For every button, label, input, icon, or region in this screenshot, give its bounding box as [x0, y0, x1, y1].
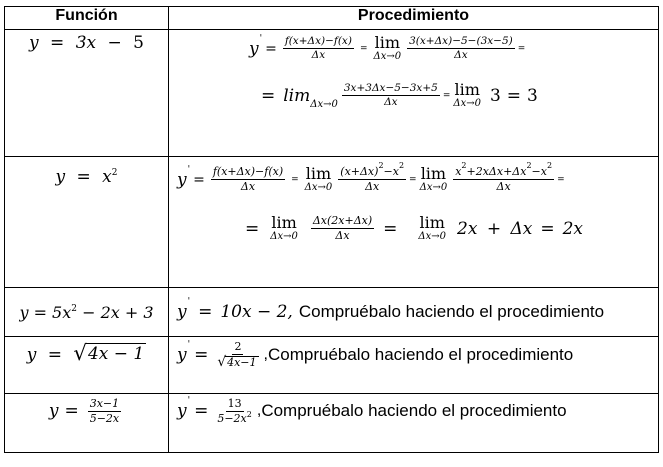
function-expression-5: y = $\frac{3x-1}{5-2x}$ [48, 397, 120, 425]
procedure-cell-5 [169, 394, 659, 453]
factor-fraction: $\frac{\Delta x(2x+\Delta x)}{\Delta x}$ [312, 214, 373, 242]
table-row-2 [5, 157, 659, 288]
limit-operator: lim Δx→0 [453, 80, 481, 109]
equals-sign: = [291, 174, 299, 185]
equals-sign: = [261, 85, 276, 106]
function-fraction: $\frac{3x-1}{5-2x}$ [89, 397, 120, 425]
sqrt-symbol: √ 4x − 1 [73, 341, 145, 366]
term-3x: 3x [75, 33, 97, 53]
procedure-2-line-1: y' = $\frac{f(x+\Delta x)-f(x)}{\Delta x}$ = lim Δx→0 $\frac{(x+\Delta x)^2-x^2}{\Delta x}$ = lim Δx→0 $\frac{x^2+2x\Delta x+\Delta x^2-x^2}{\Delta x}$ = [177, 161, 565, 193]
expanded-fraction: $\frac{x^2+2x\Delta x+\Delta x^2-x^2}{\Delta x}$ [455, 161, 553, 193]
limit-operator: lim Δx→0 [418, 213, 447, 242]
check-instruction: Compruébalo haciendo el procedimiento [261, 401, 567, 421]
header-funcion: Función [5, 7, 169, 30]
y-prime: y' [177, 297, 191, 322]
lim-word: $\lim_{\Delta x\to 0}$ [283, 85, 338, 110]
simplify-fraction: $\frac{3x+3\Delta x-5-3x+5}{\Delta x}$ [343, 81, 438, 108]
const-5: 5 [133, 33, 144, 53]
table-row-5 [5, 394, 659, 453]
procedure-2-line-2 [169, 215, 658, 242]
function-cell-3 [5, 288, 169, 337]
expansion-fraction: $\frac{(x+\Delta x)^2-x^2}{\Delta x}$ [340, 161, 405, 193]
result-2x: 2x [562, 218, 583, 239]
derivative-fraction: 2 √ 4x−1 [217, 340, 257, 370]
function-expression-4: y = √ 4x − 1 [26, 341, 145, 366]
derivative-fraction: $\frac{13}{5-2x^2}$ [217, 397, 252, 425]
function-cell-2 [5, 157, 169, 288]
diff-quotient-fraction: $\frac{f(x+\Delta x)-f(x)}{\Delta x}$ [212, 165, 284, 193]
equals-sign: = [245, 218, 260, 239]
header-row [5, 7, 659, 30]
check-instruction: Compruébalo haciendo el procedimiento [267, 345, 574, 365]
equals-sign: = [359, 43, 368, 54]
limit-operator: lim Δx→0 [270, 213, 298, 242]
procedure-cell-2 [169, 157, 659, 288]
table-row-4 [5, 337, 659, 394]
equals-sign: = [517, 43, 526, 54]
y-prime: y' [177, 164, 191, 190]
table-row-3 [5, 288, 659, 337]
equals-sign: = [409, 174, 417, 185]
derivatives-table [4, 6, 659, 453]
check-instruction: Compruébalo haciendo el procedimiento [298, 302, 605, 321]
procedure-5-line: y' = $\frac{13}{5-2x^2}$ , Compruébalo haciendo el procedimiento [177, 396, 567, 425]
function-expression-1 [5, 33, 168, 53]
procedure-1-line-2 [169, 82, 658, 109]
table-row-1 [5, 30, 659, 157]
limit-operator: lim Δx→0 [419, 164, 448, 193]
equals-sign: = [383, 218, 398, 239]
equals-sign: = [557, 174, 565, 185]
derivative-result: 10x − 2, [220, 302, 293, 322]
equals-sign: = [50, 33, 65, 53]
procedure-1-line-1: y' = $\frac{f(x+\Delta x)-f(x)}{\Delta x}$ = lim Δx→0 $\frac{3(x+\Delta x)-5-(3x-5)}{\Delta x}$ = [249, 33, 526, 62]
var-y: y [29, 33, 39, 53]
function-cell-1 [5, 30, 169, 157]
function-expression-2: $y = x^2$ [55, 167, 118, 187]
procedure-4-line: y' = 2 √ 4x−1 , Compruébalo haciendo el procedimiento [177, 340, 574, 370]
y-prime: y' [177, 340, 191, 366]
procedure-cell-1 [169, 30, 659, 157]
diff-quotient-fraction: $\frac{f(x+\Delta x)-f(x)}{\Delta x}$ [284, 34, 352, 61]
minus-sign: − [107, 33, 122, 53]
procedure-cell-3 [169, 288, 659, 337]
limit-operator: lim Δx→0 [373, 33, 402, 62]
y-prime: y' [177, 396, 191, 422]
equals-sign: = [506, 85, 522, 106]
equals-sign: = [442, 90, 451, 101]
y-prime: y' [249, 33, 263, 59]
function-expression-3: $y = 5x^2 - 2x + 3$ [19, 302, 154, 322]
substitution-fraction: $\frac{3(x+\Delta x)-5-(3x-5)}{\Delta x}$ [409, 34, 513, 61]
procedure-3-line: y' = 10x − 2, Compruébalo haciendo el procedimiento [177, 297, 605, 322]
equals-sign: = [540, 218, 555, 239]
procedure-cell-4 [169, 337, 659, 394]
result-3: 3 [527, 85, 538, 106]
function-cell-4 [5, 337, 169, 394]
header-procedimiento: Procedimiento [169, 7, 659, 30]
limit-expression: 2x + Δx [457, 218, 533, 239]
const-3: 3 [489, 85, 501, 106]
limit-operator: lim Δx→0 [304, 164, 333, 193]
function-cell-5 [5, 394, 169, 453]
